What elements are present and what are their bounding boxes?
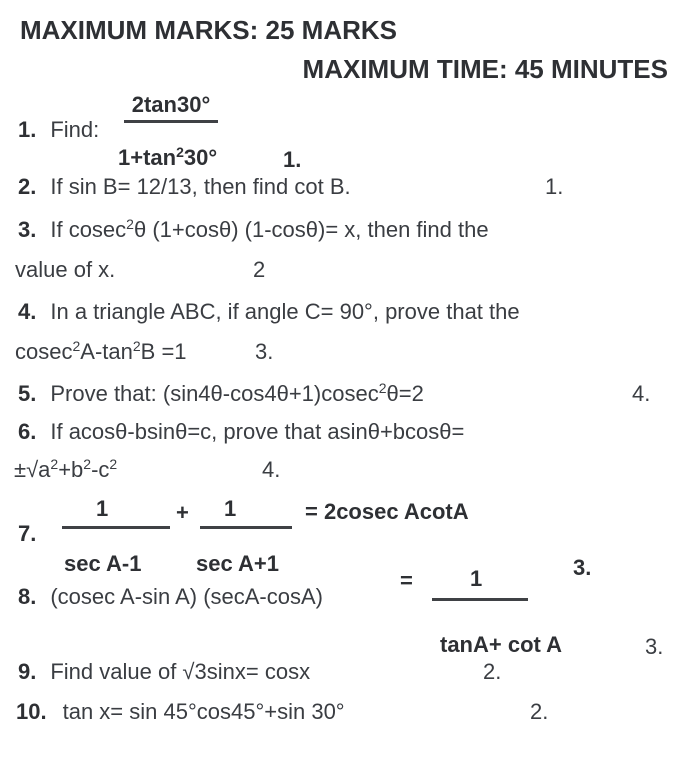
q4-part2: A-tan [80, 339, 133, 364]
q3-number: 3. [18, 217, 37, 242]
q10-marks: 2. [530, 699, 549, 724]
q1-line [18, 116, 99, 144]
q7-frac2-denominator: sec A+1 [196, 551, 279, 576]
q5-marks: 4. [632, 381, 651, 406]
q10-number: 10. [16, 699, 47, 724]
q1-fraction-denominator [118, 144, 217, 172]
q8-number: 8. [18, 584, 37, 609]
max-marks-heading: MAXIMUM MARKS: 25 MARKS [20, 15, 397, 45]
q4-line1 [18, 298, 520, 326]
q4-marks: 3. [255, 339, 274, 364]
q6-line2 [14, 456, 117, 484]
q6-text: If acosθ-bsinθ=c, prove that asinθ+bcosθ= [50, 419, 465, 444]
q4-line2 [15, 338, 187, 366]
q7-frac2-bar [200, 526, 292, 529]
q2-line [18, 173, 351, 201]
q8-frac-bar [432, 598, 528, 601]
q4-text: In a triangle ABC, if angle C= 90°, prove that the [50, 299, 520, 324]
q8-frac-denominator: tanA+ cot A [440, 632, 563, 657]
q8-line [18, 583, 323, 611]
q6-sup3: 2 [109, 456, 118, 472]
max-time-heading: MAXIMUM TIME: 45 MINUTES [302, 54, 668, 84]
q1-fraction-numerator: 2tan30° [124, 92, 218, 123]
q5-text-post: θ=2 [386, 381, 424, 406]
q4-part3: B =1 [140, 339, 187, 364]
q7-plus-sign: + [176, 500, 189, 525]
q4-part1: cosec [15, 339, 73, 364]
q7-frac2-numerator: 1 [224, 496, 237, 521]
q6-sup1: 2 [50, 456, 59, 472]
q5-number: 5. [18, 381, 37, 406]
q1-label: Find: [50, 117, 100, 142]
q8-equals-sign: = [400, 568, 413, 593]
q7-frac1-denominator: sec A-1 [64, 551, 142, 576]
q2-text: If sin B= 12/13, then find cot B. [50, 174, 351, 199]
q4-number: 4. [18, 299, 37, 324]
q3-text-pre: If cosec [50, 217, 127, 242]
q2-number: 2. [18, 174, 37, 199]
q1-den-sup: 2 [176, 144, 184, 160]
q3-marks: 2 [253, 257, 266, 282]
q8-text: (cosec A-sin A) (secA-cosA) [50, 584, 323, 609]
q5-line [18, 380, 424, 408]
q5-sup: 2 [378, 380, 387, 396]
q4-sup2: 2 [132, 338, 141, 354]
q7-marks: 3. [573, 555, 592, 580]
q3-line1 [18, 216, 489, 244]
q5-text-pre: Prove that: (sin4θ-cos4θ+1)cosec [50, 381, 379, 406]
q7-frac1-bar [62, 526, 170, 529]
q2-marks: 1. [545, 174, 564, 199]
q9-text: Find value of √3sinx= cosx [50, 659, 311, 684]
q8-marks: 3. [645, 634, 664, 659]
q6-part2: +b [58, 457, 84, 482]
q6-number: 6. [18, 419, 37, 444]
q1-den-part2: 30° [183, 145, 218, 170]
q7-frac1-numerator: 1 [96, 496, 109, 521]
q1-number: 1. [18, 117, 37, 142]
q8-frac-numerator: 1 [470, 566, 483, 591]
q1-den-part1: 1+tan [118, 145, 177, 170]
q6-marks: 4. [262, 457, 281, 482]
q9-line [18, 658, 310, 686]
q6-part3: -c [91, 457, 110, 482]
q1-marks: 1. [283, 147, 302, 172]
q7-rhs: = 2cosec AcotA [305, 499, 469, 524]
q6-sup2: 2 [83, 456, 92, 472]
q9-number: 9. [18, 659, 37, 684]
q3-sup: 2 [126, 216, 134, 232]
q10-text: tan x= sin 45°cos45°+sin 30° [62, 699, 345, 724]
q9-marks: 2. [483, 659, 502, 684]
q6-line1 [18, 418, 464, 446]
q3-text-post: θ (1+cosθ) (1-cosθ)= x, then find the [133, 217, 489, 242]
q10-line [16, 698, 345, 726]
q4-sup1: 2 [72, 338, 81, 354]
q3-line2: value of x. [15, 257, 116, 282]
q7-number: 7. [18, 521, 37, 546]
q6-part1: ±√a [14, 457, 51, 482]
